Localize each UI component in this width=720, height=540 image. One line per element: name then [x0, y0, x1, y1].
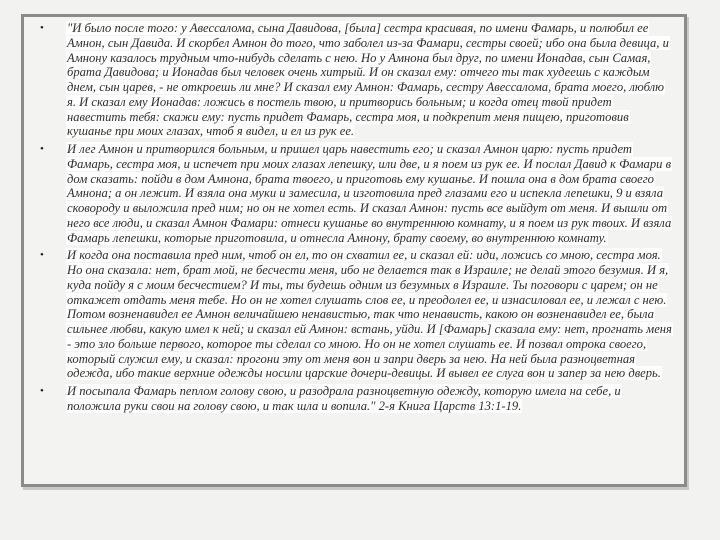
paragraph-1: "И было после того: у Авессалома, сына Давидова, [была] сестра красивая, по имени Фамарь, и полюбил ее Амнон, сын Давида. И скорбел Амнон до того, что заболел из-за Фамари, сестры своей; ибо она была девица, и Амнону казалось трудным что-нибудь сделать с нею. Но у Амнона был друг, по имени Ионадав, сын Самая, брата Давидова; и Ионадав был человек очень хитрый. И он сказал ему: отчего ты так худеешь с каждым днем, сын царев, - не откроешь ли мне? И сказал ему Амнон: Фамарь, сестру Авессалома, брата моего, люблю я. И сказал ему Ионадав: ложись в постель твою, и притворись больным; и когда отец твой придет навестить тебя: скажи ему: пусть придет Фамарь, сестра моя, и подкрепит меня пищею, приготовив кушанье при моих глазах, чтоб я видел, и ел из рук ее.	[67, 21, 669, 139]
paragraph-text	[66, 21, 674, 139]
bullet-icon: •	[40, 385, 44, 397]
bullet-icon: •	[40, 22, 44, 34]
text-box	[21, 14, 687, 487]
paragraph-3: И когда она поставила пред ним, чтоб он ел, то он схватил ее, и сказал ей: иди, ложись со мною, сестра моя. Но она сказала: нет, брат мой, не бесчести меня, ибо не делается так в Израиле; не делай этого безумия. И я, куда пойду я с моим бесчестием? И ты, ты будешь одним из безумных в Израиле. Ты поговори с царем; он не откажет отдать меня тебе. Но он не хотел слушать слов ее, и преодолел ее, и изнасиловал ее, и лежал с нею. Потом возненавидел ее Амнон величайшею ненавистью, так что ненависть, какою он возненавидел ее, была сильнее любви, какую имел к ней; и сказал ей Амнон: встань, уйди. И [Фамарь] сказала ему: нет, прогнать меня - это зло больше первого, которое ты сделал со мною. Но он не хотел слушать ее. И позвал отрока своего, который служил ему, и сказал: прогони эту от меня вон и запри дверь за нею. На ней была разноцветная одежда, ибо такие верхние одежды носили царские дочери-девицы. И вывел ее слуга вон и запер за нею дверь.	[67, 248, 672, 381]
paragraph-text	[66, 384, 674, 414]
list-item	[36, 142, 674, 245]
bullet-icon: •	[40, 249, 44, 262]
list-item	[36, 384, 674, 414]
paragraph-4: И посыпала Фамарь пеплом голову свою, и разодрала разноцветную одежду, которую имела на себе, и положила руки свои на голову свою, и так шла и вопила." 2-я Книга Царств 13:1-19.	[67, 384, 621, 413]
list-item	[36, 248, 674, 381]
list-item	[36, 21, 674, 139]
bullet-icon: •	[40, 143, 44, 155]
paragraph-text	[66, 248, 674, 381]
paragraph-2: И лег Амнон и притворился больным, и пришел царь навестить его; и сказал Амнон царю: пусть придет Фамарь, сестра моя, и испечет при моих глазах лепешку, или две, и я поем из рук ее. И послал Давид к Фамари в дом сказать: пойди в дом Амнона, брата твоего, и приготовь ему кушанье. И пошла она в дом брата своего Амнона; а он лежит. И взяла она муки и замесила, и изготовила пред глазами его и испекла лепешки, 9 и взяла сковороду и выложила пред ним; но он не хотел есть. И сказал Амнон: пусть все выйдут от меня. И вышли от него все люди, и сказал Амнон Фамари: отнеси кушанье во внутреннюю комнату, и я поем из рук твоих. И взяла Фамарь лепешки, которые приготовила, и отнесла Амнону, брату своему, во внутреннюю комнату.	[67, 142, 672, 245]
paragraph-text	[66, 142, 674, 245]
bullet-list	[24, 17, 684, 414]
